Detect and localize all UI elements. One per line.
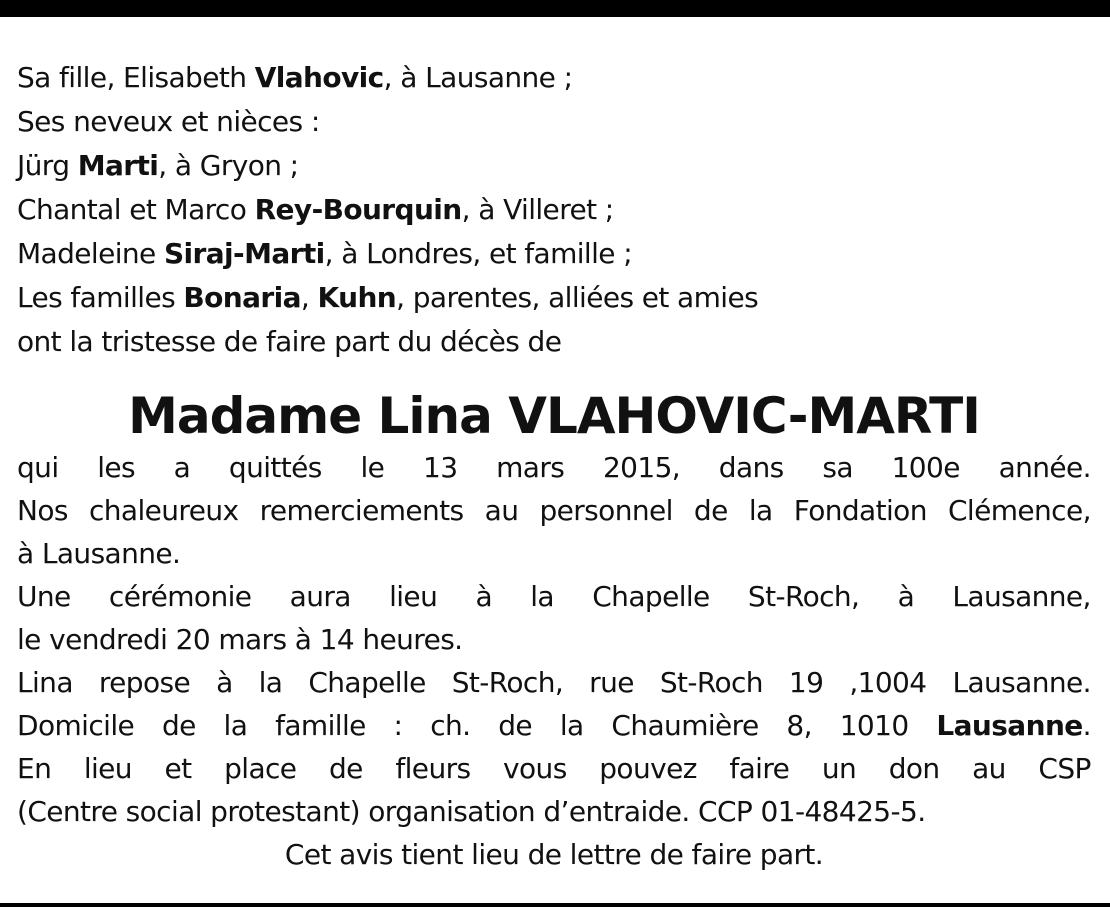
intro-text: , à Londres, et famille ;: [324, 237, 633, 270]
word: 1010: [839, 709, 909, 742]
word: :: [393, 709, 403, 742]
body-line: à Lausanne.: [17, 537, 181, 570]
word: personnel: [539, 494, 673, 527]
word: vous: [503, 752, 567, 785]
word: un: [821, 752, 857, 785]
word: don: [888, 752, 940, 785]
word: Chapelle: [592, 580, 710, 613]
word: année.: [998, 451, 1091, 484]
surname-bold: Kuhn: [317, 281, 397, 314]
word: ,1004: [849, 666, 927, 699]
body-line: [17, 747, 1091, 790]
word-bold: Lausanne.: [936, 709, 1091, 742]
word: la: [559, 709, 584, 742]
body-line: le vendredi 20 mars à 14 heures.: [17, 623, 463, 656]
surname-bold: Rey-Bourquin: [254, 193, 462, 226]
intro-text: ont la tristesse de faire part du décès de: [17, 325, 562, 358]
word: et: [164, 752, 192, 785]
intro-text: Sa fille, Elisabeth: [17, 61, 255, 94]
word: Lausanne.: [952, 666, 1091, 699]
word: aura: [289, 580, 351, 613]
intro-text: , parentes, alliées et amies: [396, 281, 759, 314]
intro-line-jurg: [17, 144, 1091, 188]
word: lieu: [83, 752, 132, 785]
word: à: [897, 580, 915, 613]
intro-line-madeleine: [17, 232, 1091, 276]
word: Clémence,: [947, 494, 1091, 527]
intro-line-nephews: [17, 100, 1091, 144]
word: qui: [17, 451, 59, 484]
word: de: [693, 494, 728, 527]
word: ch.: [430, 709, 471, 742]
word: Lausanne,: [952, 580, 1091, 613]
word: En: [17, 752, 52, 785]
word: la: [258, 666, 283, 699]
intro-text: , à Lausanne ;: [383, 61, 573, 94]
word: 19: [788, 666, 824, 699]
word: St-Roch: [659, 666, 763, 699]
top-border-rule: [0, 0, 1110, 17]
intro-line-announcement: [17, 320, 1091, 364]
word: au: [972, 752, 1006, 785]
word: Chaumière: [611, 709, 759, 742]
word: les: [97, 451, 135, 484]
word: au: [484, 494, 519, 527]
word: à: [475, 580, 493, 613]
surname-bold: Marti: [77, 149, 159, 182]
intro-line-families: [17, 276, 1091, 320]
surname-bold: Bonaria: [183, 281, 301, 314]
intro-text: Les familles: [17, 281, 184, 314]
word: 100e: [891, 451, 960, 484]
word: CSP: [1038, 752, 1091, 785]
word: sa: [822, 451, 853, 484]
word: 8,: [786, 709, 812, 742]
word: de: [498, 709, 533, 742]
body-line: (Centre social protestant) organisation d’entraide. CCP 01-48425-5.: [17, 795, 926, 828]
intro-text: Chantal et Marco: [17, 193, 255, 226]
intro-block: [17, 56, 1091, 364]
word: a: [173, 451, 191, 484]
word: mars: [496, 451, 565, 484]
word: Chapelle: [308, 666, 426, 699]
word: de: [329, 752, 363, 785]
body-paragraph: [17, 446, 1091, 876]
word: la: [223, 709, 248, 742]
word: la: [530, 580, 554, 613]
body-line: [17, 446, 1091, 489]
surname-bold: Siraj-Marti: [163, 237, 325, 270]
word: Une: [17, 580, 71, 613]
body-line: [17, 575, 1091, 618]
word: St-Roch,: [747, 580, 860, 613]
word: repose: [98, 666, 191, 699]
word: cérémonie: [108, 580, 252, 613]
body-line: [17, 489, 1091, 532]
word: dans: [718, 451, 784, 484]
body-line: [17, 661, 1091, 704]
word: pouvez: [599, 752, 697, 785]
intro-text: Madeleine: [17, 237, 164, 270]
word: quittés: [228, 451, 322, 484]
body-line: Cet avis tient lieu de lettre de faire part.: [284, 838, 824, 871]
word: chaleureux: [88, 494, 239, 527]
word: Lina: [17, 666, 73, 699]
word: Fondation: [793, 494, 927, 527]
word: rue: [589, 666, 634, 699]
word: remerciements: [259, 494, 464, 527]
word: Nos: [17, 494, 68, 527]
bottom-border-rule: [0, 903, 1110, 907]
intro-text: Ses neveux et nièces :: [17, 105, 320, 138]
body-line: [17, 704, 1091, 747]
word: 2015,: [602, 451, 681, 484]
word: 13: [422, 451, 458, 484]
word: de: [161, 709, 196, 742]
word: Domicile: [17, 709, 135, 742]
word: lieu: [389, 580, 438, 613]
word: famille: [275, 709, 366, 742]
intro-text: ,: [300, 281, 318, 314]
word: faire: [729, 752, 790, 785]
obituary-notice: [17, 56, 1091, 876]
word: à: [216, 666, 233, 699]
intro-text: Jürg: [17, 149, 78, 182]
word: St-Roch,: [451, 666, 564, 699]
surname-bold: Vlahovic: [254, 61, 384, 94]
word: fleurs: [395, 752, 471, 785]
intro-text: , à Villeret ;: [461, 193, 614, 226]
word: le: [360, 451, 385, 484]
intro-line-daughter: [17, 56, 1091, 100]
intro-line-chantal: [17, 188, 1091, 232]
word: place: [224, 752, 297, 785]
intro-text: , à Gryon ;: [158, 149, 299, 182]
word: la: [748, 494, 773, 527]
deceased-name-heading: Madame Lina VLAHOVIC-MARTI: [128, 387, 980, 445]
